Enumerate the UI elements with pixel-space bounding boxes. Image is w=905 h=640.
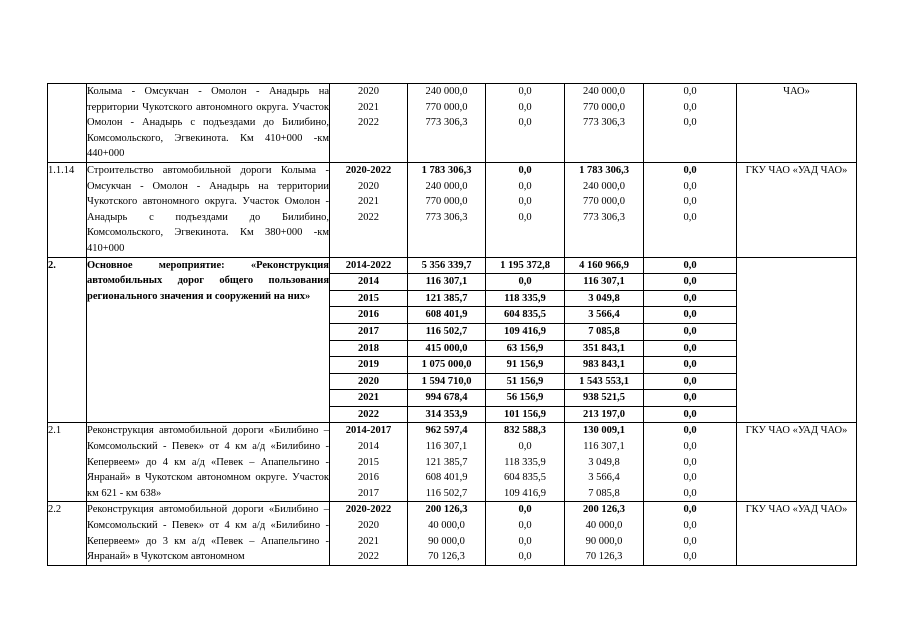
total-cell: 240 000,0 [425, 180, 468, 192]
regional-budget-cell: 90 000,0 [585, 535, 623, 547]
other-sources-column [644, 162, 737, 257]
year-cell: 2021 [330, 390, 407, 407]
activity-name: Реконструкция автомобильной дороги «Билибино – Комсомольский - Певек» от 4 км а/д «Билибино - Кепервеем» до 4 км а/д «Певек – Апапельгино - Янранай» в Чукотском автономном округе. Участок км 621 - км 638» [87, 425, 329, 499]
year-cell: 2014-2017 [345, 425, 392, 437]
total-column [408, 84, 486, 163]
year-cell: 2016 [330, 307, 407, 324]
regional-budget-cell: 130 009,1 [583, 425, 625, 437]
regional-budget-cell: 1 543 553,1 [565, 374, 643, 391]
other-sources-cell: 0,0 [683, 425, 697, 437]
regional-budget-cell: 200 126,3 [583, 504, 625, 516]
regional-budget-cell: 4 160 966,9 [565, 258, 643, 275]
total-cell: 608 401,9 [408, 307, 485, 324]
federal-budget-cell: 101 156,9 [504, 408, 546, 420]
total-cell: 608 401,9 [425, 472, 468, 484]
total-cell: 1 783 306,3 [421, 164, 472, 176]
regional-budget-cell: 983 843,1 [565, 357, 643, 374]
total-cell: 70 126,3 [428, 551, 465, 563]
regional-budget-cell: 240 000,0 [583, 180, 625, 192]
federal-budget-column [486, 257, 565, 423]
year-cell: 2020 [330, 374, 407, 391]
total-cell: 1 594 710,0 [408, 374, 485, 391]
table-row [48, 257, 857, 423]
federal-budget-cell: 0,0 [518, 101, 532, 113]
total-column [408, 257, 486, 423]
responsible-org-cell: ГКУ ЧАО «УАД ЧАО» [737, 502, 857, 565]
year-cell: 2020-2022 [345, 164, 392, 176]
federal-budget-cell: 0,0 [518, 86, 532, 97]
federal-budget-cell: 832 588,3 [504, 425, 546, 437]
regional-budget-cell: 3 566,4 [588, 472, 620, 484]
other-sources-cell: 0,0 [683, 456, 697, 468]
federal-budget-cell: 0,0 [518, 211, 532, 223]
total-cell: 770 000,0 [425, 196, 468, 208]
table-row [48, 84, 857, 163]
other-sources-cell: 0,0 [683, 441, 697, 453]
total-cell: 90 000,0 [428, 535, 465, 547]
year-cell: 2017 [358, 487, 379, 499]
regional-budget-cell: 40 000,0 [585, 520, 623, 532]
regional-budget-cell: 213 197,0 [583, 408, 625, 420]
regional-budget-cell: 3 566,4 [565, 307, 643, 324]
activity-name: Колыма - Омсукчан - Омолон - Анадырь на территории Чукотского автономного округа. Участок Омолон - Анадырь с подъездами до Билибино, Комсомольского, Эгвекинота. Км 410+000 -км 440+000 [87, 86, 329, 160]
regional-budget-column [565, 423, 644, 502]
federal-budget-column [486, 423, 565, 502]
regional-budget-cell: 7 085,8 [588, 487, 620, 499]
year-cell: 2020-2022 [345, 504, 392, 516]
activity-name-cell [87, 162, 330, 257]
total-cell: 5 356 339,7 [408, 258, 485, 275]
activity-name-cell [87, 502, 330, 565]
federal-budget-cell: 0,0 [518, 196, 532, 208]
federal-budget-cell: 63 156,9 [486, 341, 564, 358]
regional-budget-cell: 3 049,8 [588, 456, 620, 468]
total-cell: 770 000,0 [425, 101, 468, 113]
activity-name-cell [87, 423, 330, 502]
row-number [48, 84, 87, 163]
program-table [47, 83, 857, 566]
year-cell: 2022 [358, 211, 379, 223]
regional-budget-cell: 770 000,0 [583, 101, 625, 113]
other-sources-cell: 0,0 [683, 164, 697, 176]
federal-budget-cell: 118 335,9 [504, 456, 546, 468]
other-sources-cell: 0,0 [683, 535, 697, 547]
year-cell: 2022 [358, 551, 379, 563]
total-cell: 1 075 000,0 [408, 357, 485, 374]
federal-budget-cell: 91 156,9 [486, 357, 564, 374]
other-sources-cell: 0,0 [644, 291, 736, 308]
year-cell: 2014-2022 [330, 258, 407, 275]
year-column [330, 162, 408, 257]
total-cell: 121 385,7 [408, 291, 485, 308]
row-number: 2.1 [48, 423, 87, 502]
total-cell: 773 306,3 [425, 117, 468, 129]
year-cell: 2018 [330, 341, 407, 358]
federal-budget-column [486, 502, 565, 565]
total-column [408, 423, 486, 502]
year-column [330, 257, 408, 423]
total-column [408, 502, 486, 565]
other-sources-cell: 0,0 [683, 520, 697, 532]
regional-budget-cell: 70 126,3 [585, 551, 623, 563]
year-cell: 2020 [358, 180, 379, 192]
other-sources-column [644, 423, 737, 502]
federal-budget-column [486, 84, 565, 163]
federal-budget-cell: 0,0 [486, 274, 564, 291]
regional-budget-cell: 116 307,1 [583, 441, 625, 453]
other-sources-cell: 0,0 [683, 117, 697, 129]
other-sources-cell: 0,0 [683, 86, 697, 97]
federal-budget-cell: 118 335,9 [486, 291, 564, 308]
regional-budget-column [565, 502, 644, 565]
year-cell: 2015 [358, 456, 379, 468]
total-cell: 962 597,4 [425, 425, 468, 437]
activity-name: Реконструкция автомобильной дороги «Билибино – Комсомольский - Певек» от 4 км а/д «Билибино - Кепервеем» до 3 км а/д «Певек – Апапельгино - Янранай» в Чукотском автономном [87, 504, 329, 563]
year-cell: 2021 [358, 101, 379, 113]
regional-budget-cell: 7 085,8 [565, 324, 643, 341]
year-cell: 2015 [330, 291, 407, 308]
other-sources-cell: 0,0 [644, 258, 736, 275]
other-sources-cell: 0,0 [683, 551, 697, 563]
year-cell: 2022 [358, 408, 379, 420]
federal-budget-cell: 0,0 [518, 441, 532, 453]
federal-budget-cell: 0,0 [518, 117, 532, 129]
regional-budget-cell: 240 000,0 [583, 86, 625, 97]
other-sources-cell: 0,0 [683, 196, 697, 208]
other-sources-cell: 0,0 [644, 357, 736, 374]
table-body [48, 84, 857, 566]
federal-budget-column [486, 162, 565, 257]
federal-budget-cell: 109 416,9 [504, 487, 546, 499]
regional-budget-cell: 351 843,1 [565, 341, 643, 358]
total-cell: 773 306,3 [425, 211, 468, 223]
federal-budget-cell: 109 416,9 [486, 324, 564, 341]
year-cell: 2017 [330, 324, 407, 341]
activity-name: Основное мероприятие: «Реконструкция автомобильных дорог общего пользования регионального значения и сооружений на них» [87, 259, 329, 302]
federal-budget-cell: 51 156,9 [486, 374, 564, 391]
regional-budget-cell: 773 306,3 [583, 211, 625, 223]
regional-budget-column [565, 162, 644, 257]
federal-budget-cell: 0,0 [518, 164, 532, 176]
responsible-org-cell: ГКУ ЧАО «УАД ЧАО» [737, 423, 857, 502]
total-cell: 116 502,7 [425, 487, 468, 499]
other-sources-cell: 0,0 [644, 390, 736, 407]
table-row [48, 162, 857, 257]
regional-budget-cell: 1 783 306,3 [579, 164, 629, 176]
table-row [48, 423, 857, 502]
federal-budget-cell: 0,0 [518, 520, 532, 532]
activity-name: Строительство автомобильной дороги Колыма - Омсукчан - Омолон - Анадырь на территории Чукотского автономного округа. Участок Омолон - Анадырь с подъездами до Билибино, Комсомольского, Эгвекинота. Км 380+000 -км 410+000 [87, 164, 329, 254]
total-cell: 116 307,1 [408, 274, 485, 291]
year-cell: 2014 [330, 274, 407, 291]
other-sources-cell: 0,0 [644, 274, 736, 291]
total-column [408, 162, 486, 257]
total-cell: 121 385,7 [425, 456, 468, 468]
total-cell: 116 307,1 [425, 441, 468, 453]
year-cell: 2020 [358, 520, 379, 532]
regional-budget-cell: 773 306,3 [583, 117, 625, 129]
responsible-org-cell: ЧАО» [737, 84, 857, 163]
other-sources-cell: 0,0 [683, 487, 697, 499]
total-cell: 116 502,7 [408, 324, 485, 341]
year-cell: 2019 [330, 357, 407, 374]
total-cell: 415 000,0 [408, 341, 485, 358]
year-column [330, 423, 408, 502]
year-cell: 2016 [358, 472, 379, 484]
activity-name-cell [87, 257, 330, 423]
activity-name-cell [87, 84, 330, 163]
year-cell: 2021 [358, 196, 379, 208]
responsible-org-cell: ГКУ ЧАО «УАД ЧАО» [737, 162, 857, 257]
year-column [330, 502, 408, 565]
other-sources-cell: 0,0 [644, 374, 736, 391]
year-column [330, 84, 408, 163]
total-cell: 40 000,0 [428, 520, 465, 532]
other-sources-cell: 0,0 [683, 408, 697, 420]
year-cell: 2014 [358, 441, 379, 453]
other-sources-cell: 0,0 [683, 211, 697, 223]
other-sources-cell: 0,0 [644, 341, 736, 358]
total-cell: 314 353,9 [425, 408, 468, 420]
regional-budget-cell: 3 049,8 [565, 291, 643, 308]
row-number: 1.1.14 [48, 162, 87, 257]
federal-budget-cell: 1 195 372,8 [486, 258, 564, 275]
year-cell: 2020 [358, 86, 379, 97]
other-sources-cell: 0,0 [644, 324, 736, 341]
regional-budget-column [565, 84, 644, 163]
other-sources-cell: 0,0 [683, 504, 697, 516]
other-sources-cell: 0,0 [683, 180, 697, 192]
regional-budget-column [565, 257, 644, 423]
federal-budget-cell: 0,0 [518, 180, 532, 192]
regional-budget-cell: 116 307,1 [565, 274, 643, 291]
federal-budget-cell: 0,0 [518, 504, 532, 516]
federal-budget-cell: 604 835,5 [504, 472, 546, 484]
row-number: 2.2 [48, 502, 87, 565]
federal-budget-cell: 0,0 [518, 535, 532, 547]
federal-budget-cell: 56 156,9 [486, 390, 564, 407]
other-sources-cell: 0,0 [683, 472, 697, 484]
total-cell: 994 678,4 [408, 390, 485, 407]
other-sources-column [644, 257, 737, 423]
federal-budget-cell: 0,0 [518, 551, 532, 563]
regional-budget-cell: 938 521,5 [565, 390, 643, 407]
other-sources-cell: 0,0 [644, 307, 736, 324]
table-row [48, 502, 857, 565]
year-cell: 2022 [358, 117, 379, 129]
other-sources-column [644, 502, 737, 565]
federal-budget-cell: 604 835,5 [486, 307, 564, 324]
total-cell: 240 000,0 [425, 86, 468, 97]
year-cell: 2021 [358, 535, 379, 547]
other-sources-column [644, 84, 737, 163]
responsible-org-cell [737, 257, 857, 423]
total-cell: 200 126,3 [425, 504, 468, 516]
other-sources-cell: 0,0 [683, 101, 697, 113]
row-number: 2. [48, 257, 87, 423]
regional-budget-cell: 770 000,0 [583, 196, 625, 208]
